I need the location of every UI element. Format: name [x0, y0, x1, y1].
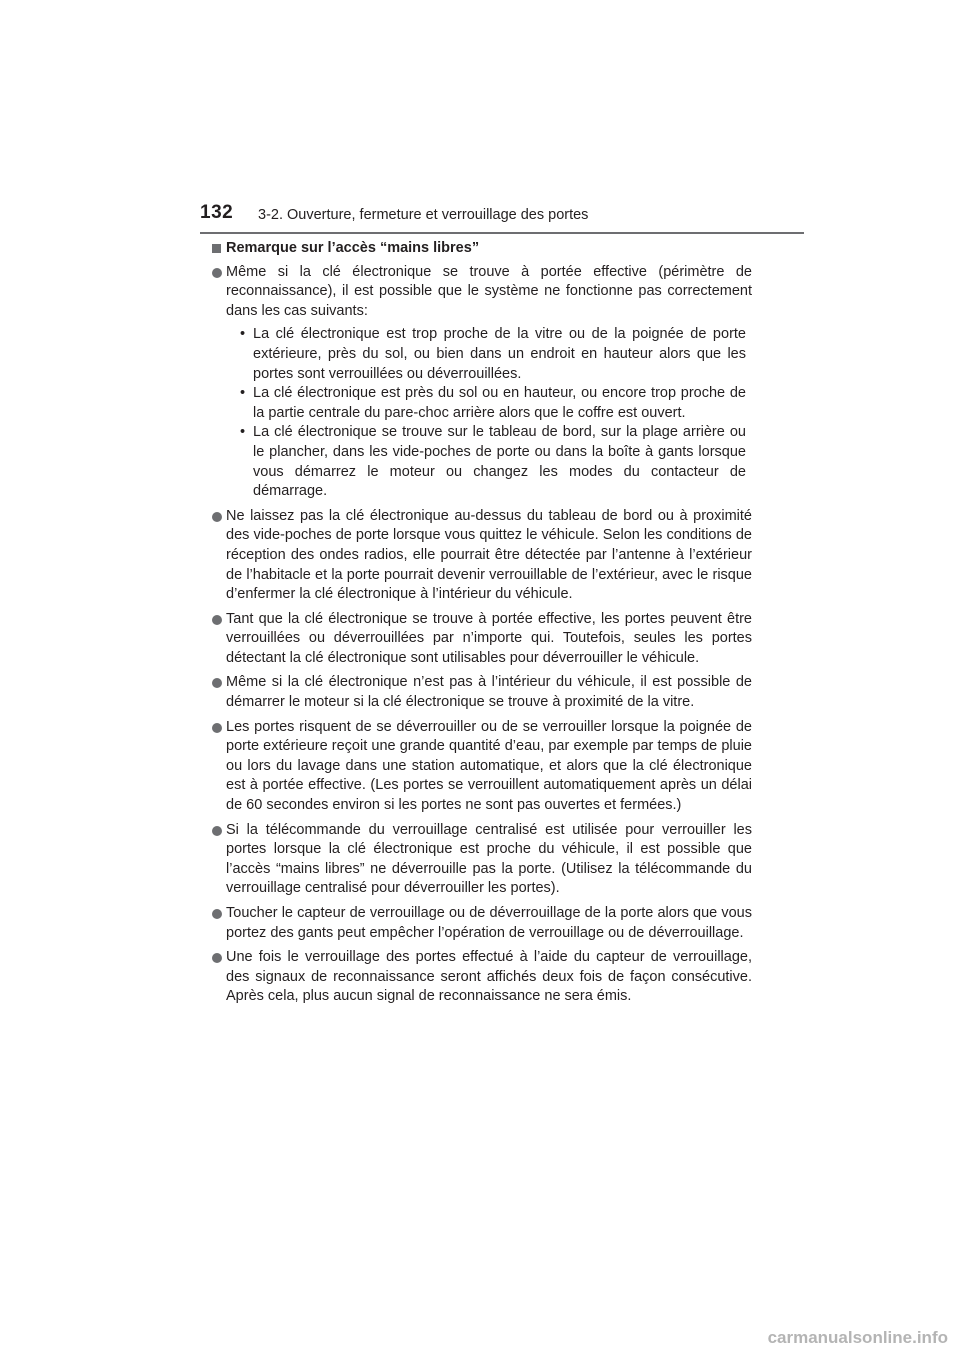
section-heading — [212, 239, 752, 259]
dot-bullet-icon: • — [240, 424, 246, 441]
list-item — [212, 718, 752, 816]
page-number: 132 — [200, 202, 234, 223]
list-item-text: Même si la clé électronique se trouve à portée effective (périmètre de reconnaissance), il est possible que le système ne fonctionne pas correctement dans les cas suivants: — [226, 263, 752, 319]
list-item-text: Une fois le verrouillage des portes effectué à l’aide du capteur de verrouillage, des signaux de reconnaissance seront affichés deux fois de façon consécutive. Après cela, plus aucun signal de reconnaissance ne sera émis. — [226, 949, 752, 1005]
list-item — [212, 507, 752, 605]
list-item — [212, 673, 752, 712]
circle-bullet-icon — [212, 723, 222, 733]
sub-list-item: • La clé électronique est près du sol ou en hauteur, ou encore trop proche de la partie centrale du pare-choc arrière alors que le coffre est ouvert. — [240, 385, 746, 421]
list-item-text: Ne laissez pas la clé électronique au-dessus du tableau de bord ou à proximité des vide-poches de porte lorsque vous quittez le véhicule. Selon les conditions de réception des ondes radios, elle pourrait être détectée par l’antenne à l’extérieur de l’habitacle et la porte pourrait devenir verrouillable de l’extérieur, avec le risque d’enfermer la clé électronique à l’intérieur du véhicule. — [226, 507, 752, 603]
list-item — [212, 610, 752, 669]
circle-bullet-icon — [212, 909, 222, 919]
list-item — [212, 821, 752, 899]
list-item-text: Si la télécommande du verrouillage centralisé est utilisée pour verrouiller les portes lorsque la clé électronique est proche du véhicule, il est possible que l’accès “mains libres” ne déverrouille pas la porte. (Utilisez la télécommande du verrouillage centralisé pour déverrouiller les portes). — [226, 821, 752, 897]
list-item-text: Les portes risquent de se déverrouiller ou de se verrouiller lorsque la poignée de porte extérieure reçoit une grande quantité d’eau, par exemple par temps de pluie ou lors du lavage dans une station automatique, et alors que la clé électronique est à portée effective. (Les portes se verrouillent automatiquement après un délai de 60 secondes environ si les portes ne sont pas ouvertes et fermées.) — [226, 718, 752, 814]
list-item-text: Même si la clé électronique n’est pas à l’intérieur du véhicule, il est possible de démarrer le moteur si la clé électronique se trouve à proximité de la vitre. — [226, 674, 752, 711]
page-content — [212, 239, 752, 1012]
header-rule — [200, 232, 804, 234]
circle-bullet-icon — [212, 268, 222, 278]
dot-bullet-icon: • — [240, 326, 246, 343]
square-bullet-icon — [212, 244, 221, 253]
section-heading-text: Remarque sur l’accès “mains libres” — [226, 240, 480, 256]
list-item — [212, 263, 752, 502]
sub-list-item: • La clé électronique se trouve sur le tableau de bord, sur la plage arrière ou le plancher, dans les vide-poches de porte ou dans la boîte à gants lorsque vous démarrez le moteur ou changez les modes du contacteur de démarrage. — [240, 424, 746, 500]
watermark: carmanualsonline.info — [767, 1328, 948, 1347]
sub-list-item: • La clé électronique est trop proche de la vitre ou de la poignée de porte extérieure, près du sol, ou bien dans un endroit en hauteur alors que les portes sont verrouillées ou déverrouillées. — [240, 326, 746, 382]
circle-bullet-icon — [212, 678, 222, 688]
list-item-text: Toucher le capteur de verrouillage ou de déverrouillage de la porte alors que vous portez des gants peut empêcher l’opération de verrouillage ou de déverrouillage. — [226, 905, 752, 941]
dot-bullet-icon: • — [240, 385, 246, 402]
circle-bullet-icon — [212, 512, 222, 522]
circle-bullet-icon — [212, 953, 222, 963]
circle-bullet-icon — [212, 826, 222, 836]
circle-bullet-icon — [212, 615, 222, 625]
chapter-title: 3-2. Ouverture, fermeture et verrouillage des portes — [258, 207, 589, 223]
list-item — [212, 948, 752, 1007]
sub-list — [226, 325, 752, 501]
list-item — [212, 904, 752, 943]
list-item-text: Tant que la clé électronique se trouve à portée effective, les portes peuvent être verrouillées ou déverrouillées par n’importe qui. Toutefois, seules les portes détectant la clé électronique sont utilisables pour déverrouiller le véhicule. — [226, 610, 752, 666]
